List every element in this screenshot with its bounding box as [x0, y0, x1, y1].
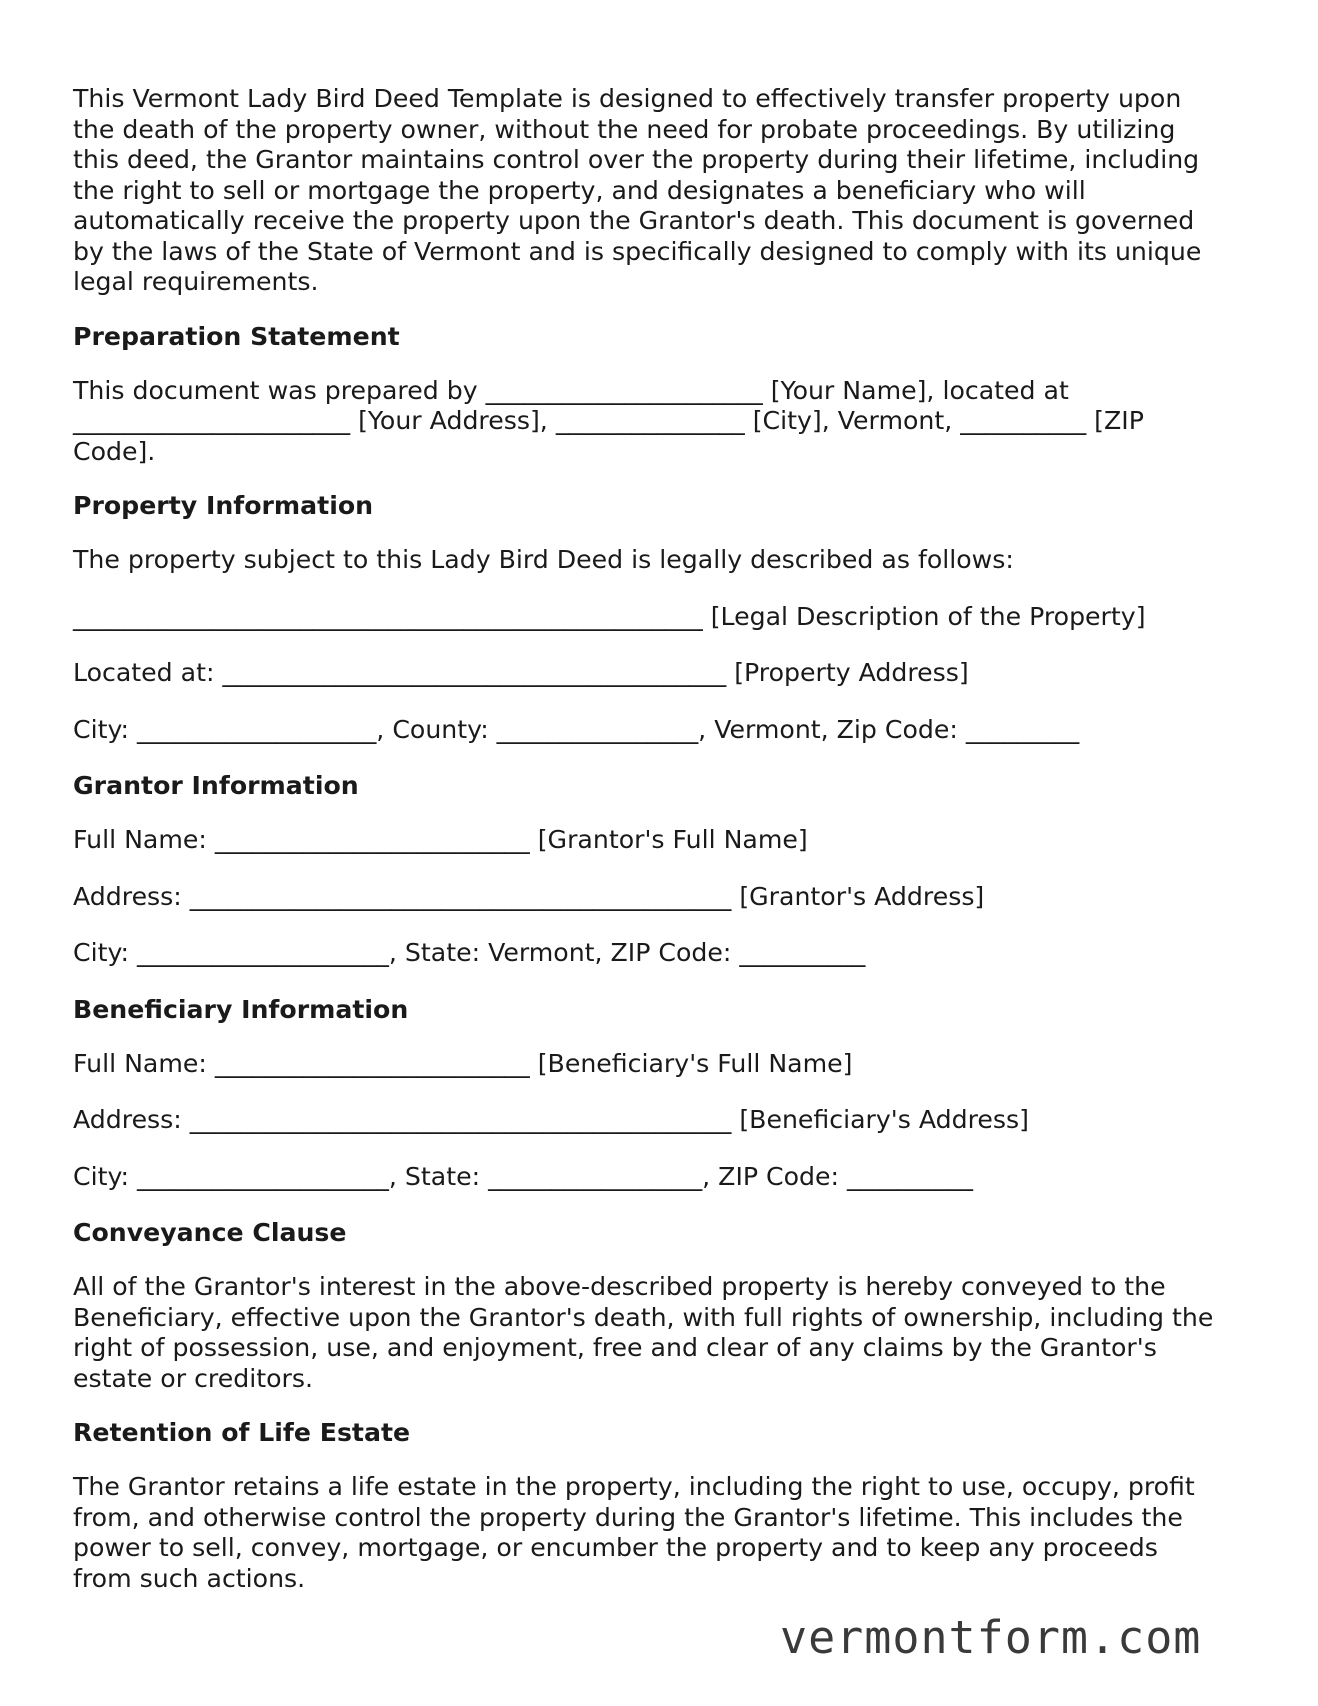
property-address-line: Located at: ________________________________________ [Property Address] [73, 658, 969, 687]
property-description-intro: The property subject to this Lady Bird Deed is legally described as follows: [73, 545, 1014, 574]
legal-description-line: __________________________________________________ [Legal Description of the Property] [73, 601, 1146, 631]
preparation-heading: Preparation Statement [73, 321, 400, 351]
document-page [73, 84, 1248, 1594]
retention-section [73, 1418, 1248, 1594]
property-city-line: City: ___________________, County: ________________, Vermont, Zip Code: _________ [73, 714, 1080, 744]
site-watermark: vermontform.com [780, 1611, 1202, 1664]
preparation-section [73, 322, 1248, 468]
grantor-section [73, 771, 1248, 969]
intro-paragraph: This Vermont Lady Bird Deed Template is designed to effectively transfer property upon the death of the property owner, without the need for probate proceedings. By utilizing this deed, the Grantor maintains control over the property during their lifetime, including the right to sell or mortgage the property, and designates a beneficiary who will automatically receive the property upon the Grantor's death. This document is governed by the laws of the State of Vermont and is specifically designed to comply with its unique legal requirements. [73, 84, 1202, 296]
beneficiary-heading: Beneficiary Information [73, 994, 409, 1024]
grantor-city-line: City: ____________________, State: Vermont, ZIP Code: __________ [73, 938, 866, 967]
beneficiary-address-line: Address: ___________________________________________ [Beneficiary's Address] [73, 1105, 1029, 1134]
conveyance-section [73, 1218, 1248, 1394]
grantor-heading: Grantor Information [73, 771, 359, 800]
grantor-address-line: Address: ___________________________________________ [Grantor's Address] [73, 881, 985, 911]
preparation-statement: This document was prepared by ______________________ [Your Name], located at ______________________ [Your Address], _______________ [City], Vermont, __________ [ZIP Code]. [73, 375, 1144, 466]
beneficiary-name-line: Full Name: _________________________ [Beneficiary's Full Name] [73, 1048, 853, 1078]
beneficiary-section [73, 995, 1248, 1193]
beneficiary-city-line: City: ____________________, State: _________________, ZIP Code: __________ [73, 1161, 973, 1191]
retention-clause: The Grantor retains a life estate in the property, including the right to use, occupy, profit from, and otherwise control the property during the Grantor's lifetime. This includes the power to sell, convey, mortgage, or encumber the property and to keep any proceeds from such actions. [73, 1472, 1195, 1593]
property-section [73, 491, 1248, 745]
retention-heading: Retention of Life Estate [73, 1418, 411, 1447]
property-heading: Property Information [73, 491, 374, 520]
grantor-name-line: Full Name: _________________________ [Grantor's Full Name] [73, 825, 808, 854]
conveyance-heading: Conveyance Clause [73, 1218, 347, 1247]
conveyance-clause: All of the Grantor's interest in the above-described property is hereby conveyed to the Beneficiary, effective upon the Grantor's death, with full rights of ownership, including the right of possession, use, and enjoyment, free and clear of any claims by the Grantor's estate or creditors. [73, 1272, 1214, 1393]
